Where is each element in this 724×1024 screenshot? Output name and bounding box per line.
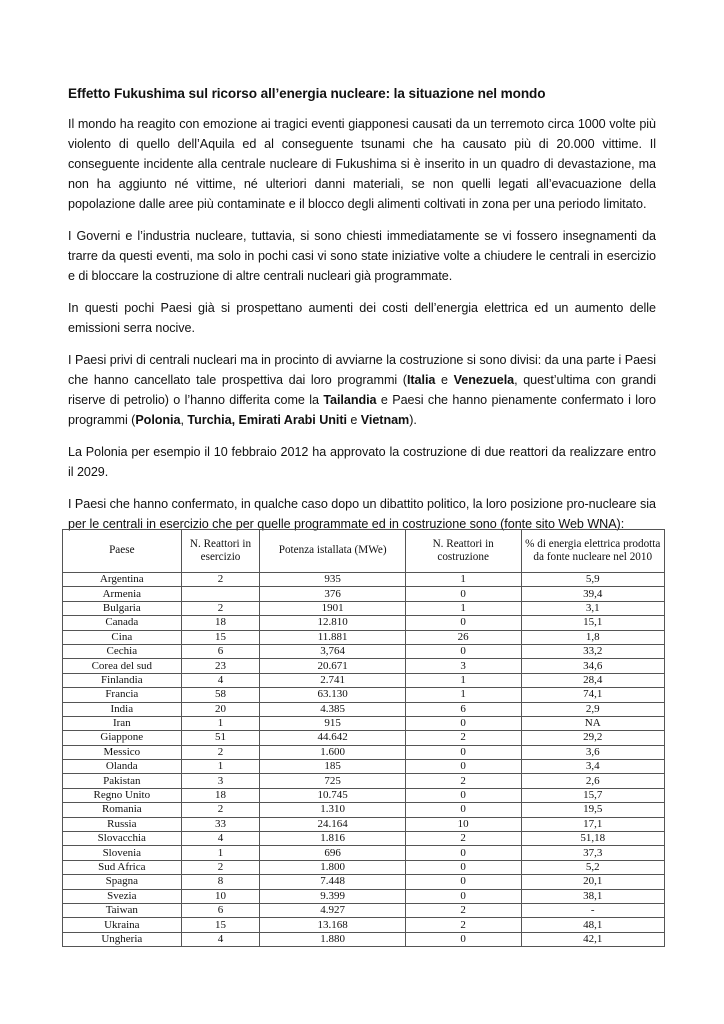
table-row <box>63 659 665 673</box>
cell-potenza: 11.881 <box>260 630 405 644</box>
table-row <box>63 702 665 716</box>
cell-paese: Cechia <box>63 644 182 658</box>
cell-reattori-esercizio: 18 <box>181 616 260 630</box>
cell-reattori-esercizio: 2 <box>181 745 260 759</box>
cell-reattori-esercizio: 20 <box>181 702 260 716</box>
cell-paese: Regno Unito <box>63 788 182 802</box>
cell-paese: Spagna <box>63 875 182 889</box>
table-row <box>63 760 665 774</box>
cell-paese: Pakistan <box>63 774 182 788</box>
cell-potenza: 1.880 <box>260 932 405 946</box>
cell-reattori-esercizio: 18 <box>181 788 260 802</box>
cell-potenza: 24.164 <box>260 817 405 831</box>
cell-reattori-costruzione: 0 <box>405 760 521 774</box>
table-row <box>63 788 665 802</box>
cell-potenza: 4.385 <box>260 702 405 716</box>
table-row <box>63 688 665 702</box>
cell-paese: Ungheria <box>63 932 182 946</box>
cell-reattori-costruzione: 0 <box>405 745 521 759</box>
table-row <box>63 918 665 932</box>
cell-reattori-costruzione: 1 <box>405 601 521 615</box>
country-italia: Italia <box>406 373 436 387</box>
text-fragment: e <box>346 413 361 427</box>
paragraph-costs: In questi pochi Paesi già si prospettano aumenti dei costi dell’energia elettrica ed un aumento delle emissioni serra nocive. <box>68 301 656 335</box>
cell-reattori-costruzione: 2 <box>405 832 521 846</box>
cell-potenza: 13.168 <box>260 918 405 932</box>
cell-percentuale-nucleare: 5,2 <box>521 860 665 874</box>
table-row <box>63 673 665 687</box>
text-fragment: ). <box>409 413 417 427</box>
cell-reattori-costruzione: 1 <box>405 573 521 587</box>
cell-percentuale-nucleare: 38,1 <box>521 889 665 903</box>
cell-reattori-esercizio: 3 <box>181 774 260 788</box>
cell-percentuale-nucleare: 3,1 <box>521 601 665 615</box>
cell-reattori-costruzione: 2 <box>405 731 521 745</box>
cell-percentuale-nucleare: 48,1 <box>521 918 665 932</box>
table-row <box>63 832 665 846</box>
cell-percentuale-nucleare: - <box>521 903 665 917</box>
cell-percentuale-nucleare: 33,2 <box>521 644 665 658</box>
table-header-row <box>63 530 665 573</box>
cell-reattori-esercizio: 2 <box>181 860 260 874</box>
table-row <box>63 716 665 730</box>
cell-paese: Cina <box>63 630 182 644</box>
cell-reattori-esercizio: 58 <box>181 688 260 702</box>
cell-reattori-esercizio: 1 <box>181 716 260 730</box>
table-row <box>63 875 665 889</box>
header-reattori-esercizio: N. Reattori in esercizio <box>181 530 260 573</box>
cell-paese: Giappone <box>63 731 182 745</box>
cell-reattori-costruzione: 0 <box>405 846 521 860</box>
cell-paese: Bulgaria <box>63 601 182 615</box>
cell-reattori-costruzione: 0 <box>405 616 521 630</box>
cell-reattori-costruzione: 2 <box>405 903 521 917</box>
country-polonia: Polonia <box>135 413 181 427</box>
country-turchia-emirati: Turchia, Emirati Arabi Uniti <box>187 413 347 427</box>
table-body <box>63 573 665 947</box>
cell-potenza: 1.600 <box>260 745 405 759</box>
cell-percentuale-nucleare: NA <box>521 716 665 730</box>
cell-potenza: 1.800 <box>260 860 405 874</box>
cell-reattori-esercizio: 33 <box>181 817 260 831</box>
cell-reattori-costruzione: 0 <box>405 788 521 802</box>
cell-potenza: 1901 <box>260 601 405 615</box>
cell-reattori-costruzione: 6 <box>405 702 521 716</box>
table-row <box>63 903 665 917</box>
cell-potenza: 915 <box>260 716 405 730</box>
cell-reattori-esercizio: 51 <box>181 731 260 745</box>
cell-percentuale-nucleare: 5,9 <box>521 573 665 587</box>
cell-paese: Ukraina <box>63 918 182 932</box>
cell-reattori-esercizio: 2 <box>181 601 260 615</box>
table-row <box>63 817 665 831</box>
cell-reattori-esercizio: 2 <box>181 573 260 587</box>
cell-reattori-costruzione: 0 <box>405 932 521 946</box>
header-percentuale-nucleare: % di energia elettrica prodotta da fonte nucleare nel 2010 <box>521 530 665 573</box>
table-row <box>63 644 665 658</box>
cell-reattori-costruzione: 26 <box>405 630 521 644</box>
cell-reattori-costruzione: 3 <box>405 659 521 673</box>
country-tailandia: Tailandia <box>323 393 377 407</box>
table-row <box>63 932 665 946</box>
cell-percentuale-nucleare: 37,3 <box>521 846 665 860</box>
cell-percentuale-nucleare: 15,1 <box>521 616 665 630</box>
cell-paese: Russia <box>63 817 182 831</box>
cell-paese: Corea del sud <box>63 659 182 673</box>
cell-potenza: 3,764 <box>260 644 405 658</box>
header-potenza: Potenza istallata (MWe) <box>260 530 405 573</box>
table-row <box>63 630 665 644</box>
cell-paese: Canada <box>63 616 182 630</box>
cell-potenza: 44.642 <box>260 731 405 745</box>
cell-reattori-esercizio: 1 <box>181 760 260 774</box>
cell-reattori-esercizio: 23 <box>181 659 260 673</box>
table-row <box>63 573 665 587</box>
cell-reattori-costruzione: 0 <box>405 803 521 817</box>
paragraph-intro: Il mondo ha reagito con emozione ai tragici eventi giapponesi causati da un terremoto circa 1000 volte più violento di quello dell’Aquila ed al conseguente tsunami che ha causato più di 20.000 vittime. Il conseguente incidente alla centrale nucleare di Fukushima si è inserito in un quadro di devastazione, ma non ha aggiunto né vittime, né ulteriori danni materiali, se non quelli legati all’evacuazione della popolazione dalle aree più contaminate e il blocco degli alimenti coltivati in zona per una periodo limitato. <box>68 117 656 211</box>
cell-potenza: 935 <box>260 573 405 587</box>
cell-paese: Francia <box>63 688 182 702</box>
cell-paese: Sud Africa <box>63 860 182 874</box>
text-fragment: e <box>435 373 454 387</box>
cell-reattori-costruzione: 0 <box>405 644 521 658</box>
text-fragment: , <box>180 413 188 427</box>
cell-percentuale-nucleare: 17,1 <box>521 817 665 831</box>
cell-paese: India <box>63 702 182 716</box>
cell-paese: Finlandia <box>63 673 182 687</box>
cell-paese: Romania <box>63 803 182 817</box>
cell-reattori-costruzione: 0 <box>405 587 521 601</box>
cell-potenza: 725 <box>260 774 405 788</box>
cell-potenza: 9.399 <box>260 889 405 903</box>
cell-paese: Argentina <box>63 573 182 587</box>
table-row <box>63 889 665 903</box>
cell-percentuale-nucleare: 28,4 <box>521 673 665 687</box>
cell-potenza: 376 <box>260 587 405 601</box>
paragraph-governments: I Governi e l’industria nucleare, tuttavia, si sono chiesti immediatamente se vi fossero insegnamenti da trarre da questi eventi, ma solo in pochi casi vi sono state iniziative volte a chiudere le centrali in esercizio e di bloccare la costruzione di altre centrali nucleari già programmate. <box>68 229 656 283</box>
cell-reattori-esercizio: 6 <box>181 644 260 658</box>
cell-percentuale-nucleare: 19,5 <box>521 803 665 817</box>
cell-paese: Messico <box>63 745 182 759</box>
header-paese: Paese <box>63 530 182 573</box>
table-row <box>63 860 665 874</box>
cell-potenza: 185 <box>260 760 405 774</box>
cell-paese: Slovacchia <box>63 832 182 846</box>
cell-reattori-costruzione: 10 <box>405 817 521 831</box>
cell-reattori-costruzione: 1 <box>405 688 521 702</box>
cell-reattori-costruzione: 0 <box>405 875 521 889</box>
cell-potenza: 20.671 <box>260 659 405 673</box>
cell-percentuale-nucleare: 51,18 <box>521 832 665 846</box>
cell-reattori-esercizio: 1 <box>181 846 260 860</box>
table-row <box>63 601 665 615</box>
cell-reattori-esercizio: 15 <box>181 918 260 932</box>
table-row <box>63 745 665 759</box>
paragraph-table-intro: I Paesi che hanno confermato, in qualche caso dopo un dibattito politico, la loro posizione pro-nucleare sia per le centrali in esercizio che per quelle programmate ed in costruzione sono (fonte sito Web WNA): <box>68 497 656 531</box>
cell-paese: Taiwan <box>63 903 182 917</box>
cell-potenza: 12.810 <box>260 616 405 630</box>
cell-potenza: 63.130 <box>260 688 405 702</box>
cell-reattori-esercizio: 4 <box>181 832 260 846</box>
cell-percentuale-nucleare: 3,6 <box>521 745 665 759</box>
cell-paese: Slovenia <box>63 846 182 860</box>
cell-reattori-esercizio <box>181 587 260 601</box>
cell-percentuale-nucleare: 74,1 <box>521 688 665 702</box>
cell-reattori-costruzione: 0 <box>405 860 521 874</box>
cell-percentuale-nucleare: 2,9 <box>521 702 665 716</box>
cell-percentuale-nucleare: 42,1 <box>521 932 665 946</box>
cell-reattori-esercizio: 10 <box>181 889 260 903</box>
cell-reattori-esercizio: 2 <box>181 803 260 817</box>
header-reattori-costruzione: N. Reattori in costruzione <box>405 530 521 573</box>
country-venezuela: Venezuela <box>453 373 515 387</box>
cell-potenza: 10.745 <box>260 788 405 802</box>
cell-reattori-esercizio: 15 <box>181 630 260 644</box>
text-fragment: e Paesi che hanno pienamente confermato i loro programmi ( <box>68 393 656 427</box>
cell-paese: Iran <box>63 716 182 730</box>
cell-potenza: 696 <box>260 846 405 860</box>
cell-reattori-esercizio: 8 <box>181 875 260 889</box>
paragraph-countries-divided <box>68 350 656 430</box>
table-row <box>63 846 665 860</box>
cell-reattori-esercizio: 4 <box>181 673 260 687</box>
table-row <box>63 616 665 630</box>
document-page <box>68 86 656 546</box>
country-vietnam: Vietnam <box>360 413 410 427</box>
cell-potenza: 1.310 <box>260 803 405 817</box>
cell-reattori-esercizio: 4 <box>181 932 260 946</box>
document-title: Effetto Fukushima sul ricorso all’energia nucleare: la situazione nel mondo <box>68 86 546 101</box>
cell-percentuale-nucleare: 39,4 <box>521 587 665 601</box>
text-fragment: I Paesi privi di centrali nucleari ma in procinto di avviarne la costruzione si sono divisi: da una parte i Paesi che hanno cancellato tale prospettiva dai loro programmi ( <box>68 353 656 387</box>
cell-potenza: 4.927 <box>260 903 405 917</box>
paragraph-polonia: La Polonia per esempio il 10 febbraio 2012 ha approvato la costruzione di due reattori da realizzare entro il 2029. <box>68 445 656 479</box>
nuclear-reactors-table <box>62 529 665 947</box>
cell-reattori-costruzione: 0 <box>405 716 521 730</box>
table-row <box>63 587 665 601</box>
cell-percentuale-nucleare: 1,8 <box>521 630 665 644</box>
cell-reattori-costruzione: 2 <box>405 918 521 932</box>
cell-reattori-costruzione: 1 <box>405 673 521 687</box>
cell-paese: Svezia <box>63 889 182 903</box>
table-row <box>63 774 665 788</box>
cell-potenza: 7.448 <box>260 875 405 889</box>
cell-percentuale-nucleare: 3,4 <box>521 760 665 774</box>
cell-paese: Olanda <box>63 760 182 774</box>
cell-percentuale-nucleare: 34,6 <box>521 659 665 673</box>
cell-reattori-costruzione: 0 <box>405 889 521 903</box>
cell-paese: Armenia <box>63 587 182 601</box>
cell-percentuale-nucleare: 29,2 <box>521 731 665 745</box>
cell-potenza: 1.816 <box>260 832 405 846</box>
text-fragment: , quest’ultima con grandi riserve di petrolio) o l’hanno differita come la <box>68 373 657 407</box>
cell-percentuale-nucleare: 15,7 <box>521 788 665 802</box>
cell-potenza: 2.741 <box>260 673 405 687</box>
cell-reattori-costruzione: 2 <box>405 774 521 788</box>
table-row <box>63 803 665 817</box>
cell-percentuale-nucleare: 2,6 <box>521 774 665 788</box>
table-row <box>63 731 665 745</box>
cell-reattori-esercizio: 6 <box>181 903 260 917</box>
cell-percentuale-nucleare: 20,1 <box>521 875 665 889</box>
